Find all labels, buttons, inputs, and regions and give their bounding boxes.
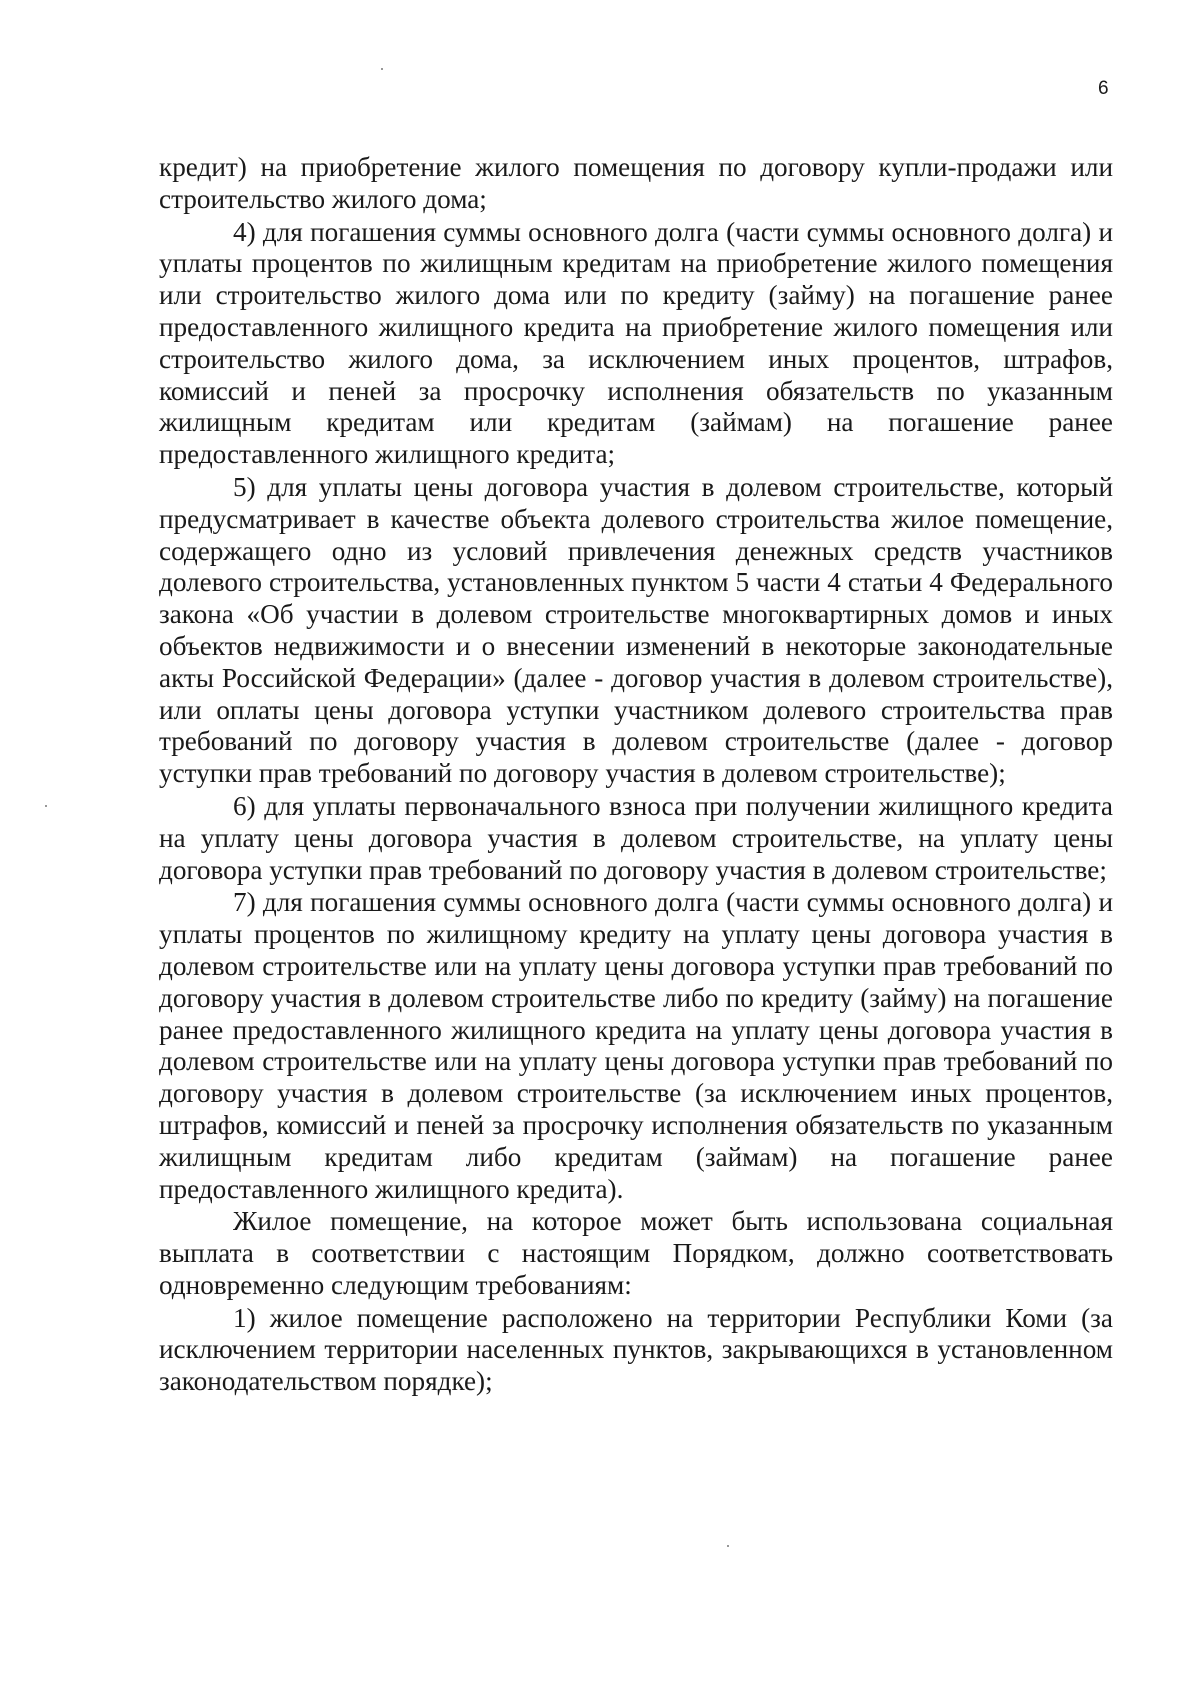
list-item-4: 4) для погашения суммы основного долга (части суммы основного долга) и уплаты процентов по жилищным кредитам на приобретение жилого помещения или строительство жилого дома или по кредиту (займу) на погашение ранее предоставленного жилищного кредита на приобретение жилого помещения или строительство жилого дома, за исключением иных процентов, штрафов, комиссий и пеней за просрочку исполнения обязательств по указанным жилищным кредитам или кредитам (займам) на погашение ранее предоставленного жилищного кредита;: [159, 216, 1113, 470]
scan-speck: [45, 805, 47, 807]
list-item-6: 6) для уплаты первоначального взноса при получении жилищного кредита на уплату цены договора участия в долевом строительстве, на уплату цены договора уступки прав требований по договору участия в долевом строительстве;: [159, 790, 1113, 885]
document-body: [159, 152, 1113, 1399]
requirement-item-1: 1) жилое помещение расположено на территории Республики Коми (за исключением территории населенных пунктов, закрывающихся в установленном законодательством порядке);: [159, 1302, 1113, 1397]
requirements-intro-paragraph: Жилое помещение, на которое может быть использована социальная выплата в соответствии с настоящим Порядком, должно соответствовать одновременно следующим требованиям:: [159, 1206, 1113, 1300]
scan-speck: [727, 1545, 729, 1547]
list-item-7: 7) для погашения суммы основного долга (части суммы основного долга) и уплаты процентов по жилищному кредиту на уплату цены договора участия в долевом строительстве или на уплату цены договора уступки прав требований по договору участия в долевом строительстве либо по кредиту (займу) на погашение ранее предоставленного жилищного кредита на уплату цены договора участия в долевом строительстве или на уплату цены договора уступки прав требований по договору участия в долевом строительстве (за исключением иных процентов, штрафов, комиссий и пеней за просрочку исполнения обязательств по указанным жилищным кредитам либо кредитам (займам) на погашение ранее предоставленного жилищного кредита).: [159, 887, 1113, 1204]
page-number: 6: [1098, 78, 1109, 99]
list-item-5: 5) для уплаты цены договора участия в долевом строительстве, который предусматривает в качестве объекта долевого строительства жилое помещение, содержащего одно из условий привлечения денежных средств участников долевого строительства, установленных пунктом 5 части 4 статьи 4 Федерального закона «Об участии в долевом строительстве многоквартирных домов и иных объектов недвижимости и о внесении изменений в некоторые законодательные акты Российской Федерации» (далее - договор участия в долевом строительстве), или оплаты цены договора уступки участником долевого строительства прав требований по договору участия в долевом строительстве (далее - договор уступки прав требований по договору участия в долевом строительстве);: [159, 471, 1113, 789]
paragraph-continuation: кредит) на приобретение жилого помещения по договору купли-продажи или строительство жилого дома;: [159, 152, 1113, 214]
scan-speck: [381, 68, 383, 70]
